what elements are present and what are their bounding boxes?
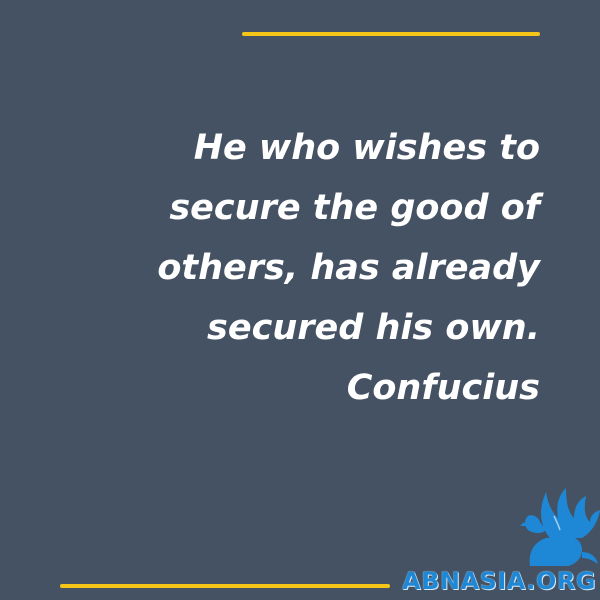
logo-text: ABNASIA.ORG <box>402 567 596 595</box>
bottom-accent-line <box>60 584 390 588</box>
quote-line: others, has already <box>157 248 540 288</box>
quote-line: He who wishes to <box>193 128 540 168</box>
quote-line: secured his own. <box>207 308 540 348</box>
quote-author: Confucius <box>346 368 540 408</box>
griffin-icon <box>520 486 600 568</box>
quote-line: secure the good of <box>169 188 540 228</box>
top-accent-line <box>242 32 540 36</box>
quote-text <box>100 118 540 358</box>
